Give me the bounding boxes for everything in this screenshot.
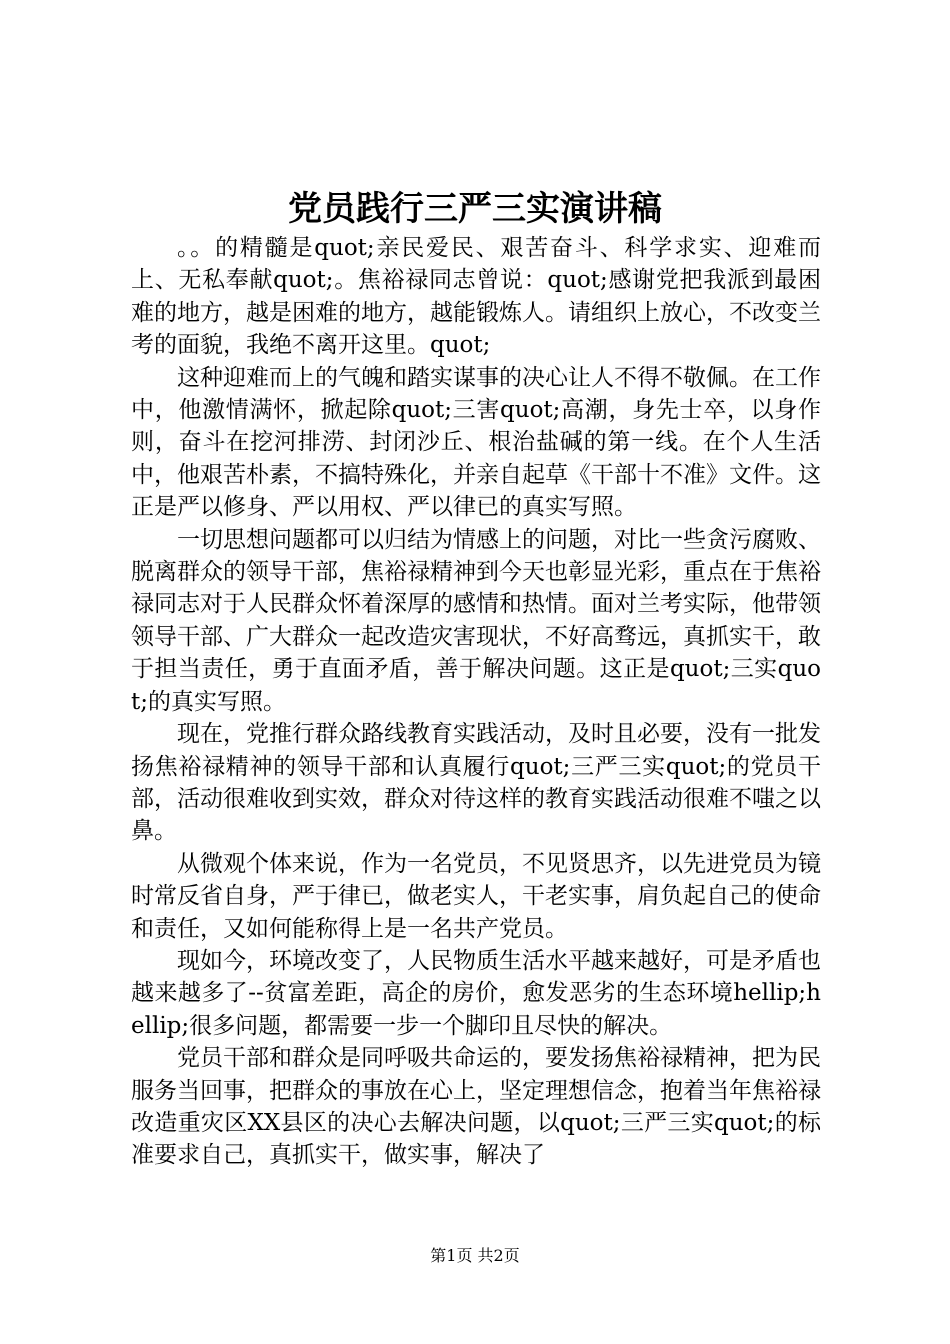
- paragraph-7: 党员干部和群众是同呼吸共命运的，要发扬焦裕禄精神，把为民服务当回事，把群众的事放在心上，坚定理想信念，抱着当年焦裕禄改造重灾区XX县区的决心去解决问题，以quot;三严三实quot;的标准要求自己，真抓实干，做实事，解决了: [131, 1045, 821, 1169]
- page-footer: 第1页 共2页: [430, 1246, 520, 1265]
- paragraph-5: 从微观个体来说，作为一名党员，不见贤思齐，以先进党员为镜时常反省自身，严于律已，做老实人，干老实事，肩负起自己的使命和责任，又如何能称得上是一名共产党员。: [131, 850, 821, 942]
- paragraph-2: 这种迎难而上的气魄和踏实谋事的决心让人不得不敬佩。在工作中，他激情满怀，掀起除quot;三害quot;高潮，身先士卒，以身作则，奋斗在挖河排涝、封闭沙丘、根治盐碱的第一线。在个人生活中，他艰苦朴素，不搞特殊化，并亲自起草《干部十不准》文件。这正是严以修身、严以用权、严以律已的真实写照。: [131, 364, 821, 521]
- paragraph-3: 一切思想问题都可以归结为情感上的问题，对比一些贪污腐败、脱离群众的领导干部，焦裕禄精神到今天也彰显光彩，重点在于焦裕禄同志对于人民群众怀着深厚的感情和热情。面对兰考实际，他带领领导干部、广大群众一起改造灾害现状，不好高骛远，真抓实干，敢于担当责任，勇于直面矛盾，善于解决问题。这正是quot;三实quot;的真实写照。: [131, 526, 821, 715]
- paragraph-1: 。。的精髓是quot;亲民爱民、艰苦奋斗、科学求实、迎难而上、无私奉献quot;。焦裕禄同志曾说：quot;感谢党把我派到最困难的地方，越是困难的地方，越能锻炼人。请组织上放心，不改变兰考的面貌，我绝不离开这里。quot;: [131, 235, 821, 359]
- document-body: [131, 232, 821, 1172]
- paragraph-4: 现在，党推行群众路线教育实践活动，及时且必要，没有一批发扬焦裕禄精神的领导干部和认真履行quot;三严三实quot;的党员干部，活动很难收到实效，群众对待这样的教育实践活动很难不嗤之以鼻。: [131, 721, 821, 845]
- document-title: 党员践行三严三实演讲稿: [288, 189, 662, 229]
- paragraph-6: 现如今，环境改变了，人民物质生活水平越来越好，可是矛盾也越来越多了--贫富差距，高企的房价，愈发恶劣的生态环境hellip;hellip;很多问题，都需要一步一个脚印且尽快的解决。: [131, 947, 821, 1039]
